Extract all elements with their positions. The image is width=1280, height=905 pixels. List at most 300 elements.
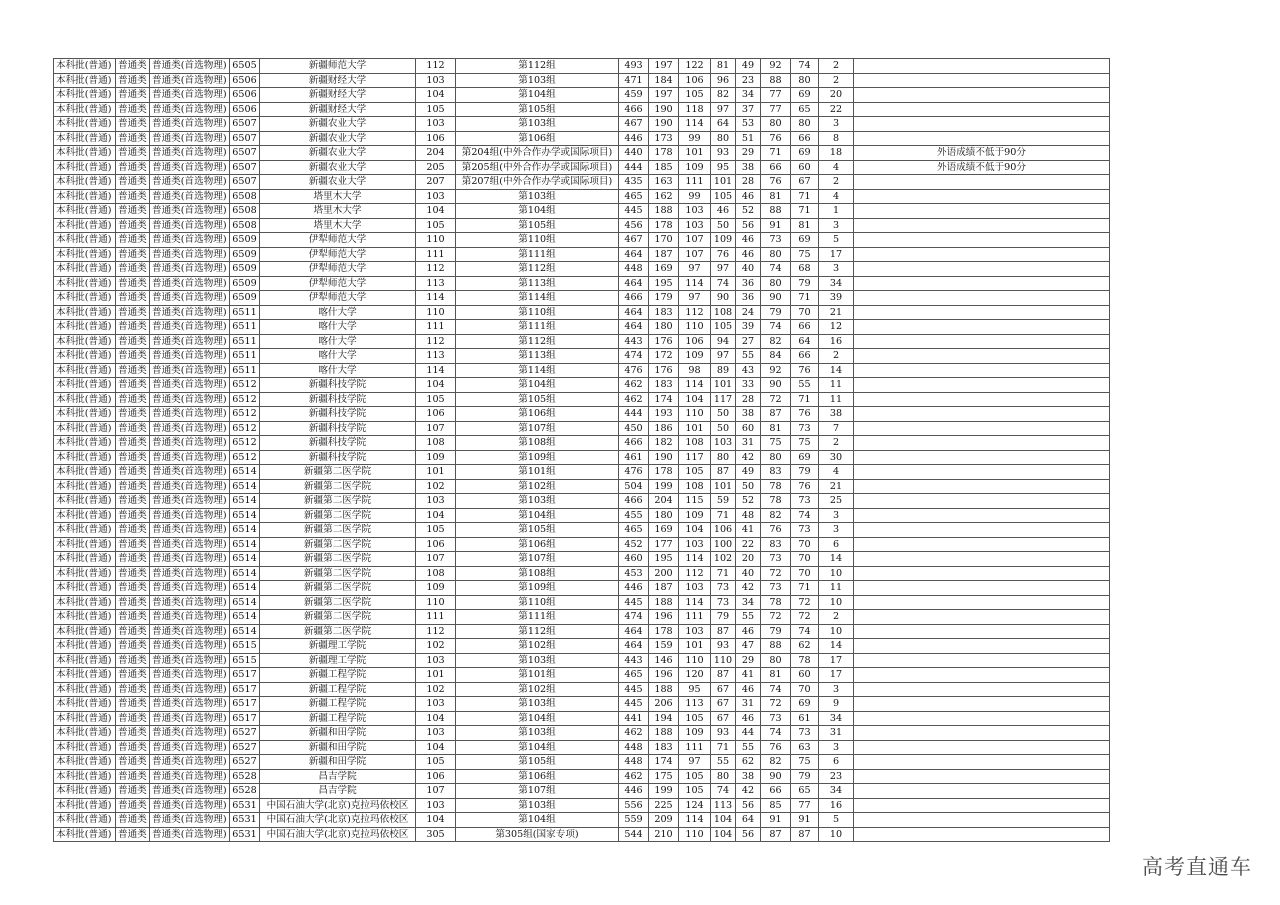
remark-cell	[854, 88, 1110, 103]
subject-4-cell: 78	[761, 479, 791, 494]
batch-cell: 本科批(普通)	[54, 798, 116, 813]
total-score-cell: 466	[619, 291, 649, 306]
batch-cell: 本科批(普通)	[54, 320, 116, 335]
subject-5-cell: 71	[791, 581, 819, 596]
remark-cell	[854, 117, 1110, 132]
subject-3-cell: 42	[736, 784, 761, 799]
subject-2-cell: 93	[711, 726, 736, 741]
remark-cell	[854, 247, 1110, 262]
group-code-cell: 102	[416, 639, 456, 654]
group-name-cell: 第207组(中外合作办学或国际项目)	[456, 175, 619, 190]
total-score-cell: 450	[619, 421, 649, 436]
batch-cell: 本科批(普通)	[54, 479, 116, 494]
group-name-cell: 第112组	[456, 624, 619, 639]
category-cell: 普通类	[116, 233, 150, 248]
remark-cell	[854, 59, 1110, 74]
batch-cell: 本科批(普通)	[54, 421, 116, 436]
subject-cell: 普通类(首选物理)	[150, 436, 230, 451]
subject-2-cell: 100	[711, 537, 736, 552]
subject-5-cell: 71	[791, 291, 819, 306]
table-row	[54, 465, 1110, 480]
count-cell: 34	[819, 276, 854, 291]
count-cell: 14	[819, 363, 854, 378]
school-name-cell: 新疆第二医学院	[260, 552, 416, 567]
school-name-cell: 新疆第二医学院	[260, 566, 416, 581]
table-row	[54, 378, 1110, 393]
group-code-cell: 114	[416, 363, 456, 378]
subject-4-cell: 80	[761, 450, 791, 465]
subject-4-cell: 82	[761, 334, 791, 349]
subject-5-cell: 79	[791, 465, 819, 480]
group-name-cell: 第106组	[456, 537, 619, 552]
chinese-math-cell: 178	[649, 146, 679, 161]
group-name-cell: 第103组	[456, 653, 619, 668]
remark-cell	[854, 378, 1110, 393]
school-code-cell: 6517	[230, 711, 260, 726]
total-score-cell: 464	[619, 320, 649, 335]
group-code-cell: 106	[416, 537, 456, 552]
table-row	[54, 334, 1110, 349]
count-cell: 14	[819, 552, 854, 567]
count-cell: 2	[819, 349, 854, 364]
subject-4-cell: 88	[761, 204, 791, 219]
subject-5-cell: 71	[791, 204, 819, 219]
group-name-cell: 第111组	[456, 247, 619, 262]
subject-cell: 普通类(首选物理)	[150, 523, 230, 538]
subject-3-cell: 42	[736, 450, 761, 465]
school-code-cell: 6531	[230, 798, 260, 813]
group-code-cell: 112	[416, 624, 456, 639]
subject-1-cell: 114	[679, 813, 711, 828]
subject-5-cell: 66	[791, 320, 819, 335]
table-row	[54, 276, 1110, 291]
subject-3-cell: 20	[736, 552, 761, 567]
subject-2-cell: 71	[711, 740, 736, 755]
subject-cell: 普通类(首选物理)	[150, 146, 230, 161]
group-code-cell: 109	[416, 450, 456, 465]
subject-2-cell: 93	[711, 146, 736, 161]
school-name-cell: 新疆工程学院	[260, 711, 416, 726]
subject-1-cell: 103	[679, 218, 711, 233]
subject-5-cell: 75	[791, 436, 819, 451]
subject-1-cell: 105	[679, 465, 711, 480]
subject-1-cell: 109	[679, 349, 711, 364]
subject-2-cell: 97	[711, 102, 736, 117]
total-score-cell: 440	[619, 146, 649, 161]
subject-2-cell: 96	[711, 73, 736, 88]
subject-1-cell: 112	[679, 566, 711, 581]
subject-2-cell: 79	[711, 610, 736, 625]
subject-5-cell: 61	[791, 711, 819, 726]
subject-1-cell: 105	[679, 769, 711, 784]
subject-3-cell: 46	[736, 682, 761, 697]
subject-2-cell: 46	[711, 204, 736, 219]
category-cell: 普通类	[116, 407, 150, 422]
subject-5-cell: 73	[791, 421, 819, 436]
subject-3-cell: 64	[736, 813, 761, 828]
table-row	[54, 102, 1110, 117]
table-row	[54, 407, 1110, 422]
group-code-cell: 109	[416, 581, 456, 596]
subject-2-cell: 50	[711, 407, 736, 422]
group-name-cell: 第114组	[456, 291, 619, 306]
group-name-cell: 第107组	[456, 421, 619, 436]
subject-2-cell: 101	[711, 175, 736, 190]
school-name-cell: 新疆科技学院	[260, 436, 416, 451]
subject-2-cell: 102	[711, 552, 736, 567]
remark-cell	[854, 450, 1110, 465]
count-cell: 39	[819, 291, 854, 306]
school-name-cell: 新疆第二医学院	[260, 523, 416, 538]
chinese-math-cell: 225	[649, 798, 679, 813]
subject-4-cell: 72	[761, 392, 791, 407]
school-code-cell: 6511	[230, 363, 260, 378]
group-code-cell: 111	[416, 610, 456, 625]
school-name-cell: 新疆第二医学院	[260, 624, 416, 639]
count-cell: 16	[819, 798, 854, 813]
category-cell: 普通类	[116, 595, 150, 610]
subject-2-cell: 74	[711, 276, 736, 291]
table-row	[54, 566, 1110, 581]
total-score-cell: 446	[619, 784, 649, 799]
school-name-cell: 新疆农业大学	[260, 160, 416, 175]
group-code-cell: 111	[416, 247, 456, 262]
total-score-cell: 559	[619, 813, 649, 828]
subject-cell: 普通类(首选物理)	[150, 218, 230, 233]
group-code-cell: 105	[416, 102, 456, 117]
subject-1-cell: 95	[679, 682, 711, 697]
count-cell: 6	[819, 537, 854, 552]
subject-1-cell: 103	[679, 581, 711, 596]
table-row	[54, 784, 1110, 799]
subject-cell: 普通类(首选物理)	[150, 305, 230, 320]
subject-5-cell: 70	[791, 537, 819, 552]
school-name-cell: 新疆科技学院	[260, 407, 416, 422]
subject-1-cell: 114	[679, 378, 711, 393]
subject-cell: 普通类(首选物理)	[150, 552, 230, 567]
subject-1-cell: 104	[679, 392, 711, 407]
category-cell: 普通类	[116, 552, 150, 567]
subject-5-cell: 71	[791, 392, 819, 407]
subject-4-cell: 92	[761, 363, 791, 378]
subject-5-cell: 77	[791, 798, 819, 813]
chinese-math-cell: 183	[649, 305, 679, 320]
school-code-cell: 6512	[230, 378, 260, 393]
table-row	[54, 88, 1110, 103]
subject-3-cell: 38	[736, 407, 761, 422]
count-cell: 3	[819, 117, 854, 132]
subject-3-cell: 36	[736, 276, 761, 291]
group-name-cell: 第105组	[456, 102, 619, 117]
subject-cell: 普通类(首选物理)	[150, 59, 230, 74]
chinese-math-cell: 180	[649, 508, 679, 523]
subject-4-cell: 77	[761, 88, 791, 103]
total-score-cell: 466	[619, 102, 649, 117]
subject-2-cell: 67	[711, 697, 736, 712]
chinese-math-cell: 182	[649, 436, 679, 451]
group-name-cell: 第110组	[456, 233, 619, 248]
remark-cell	[854, 653, 1110, 668]
school-name-cell: 新疆第二医学院	[260, 479, 416, 494]
school-code-cell: 6506	[230, 102, 260, 117]
remark-cell	[854, 262, 1110, 277]
subject-3-cell: 55	[736, 610, 761, 625]
count-cell: 5	[819, 233, 854, 248]
batch-cell: 本科批(普通)	[54, 581, 116, 596]
subject-4-cell: 71	[761, 146, 791, 161]
subject-3-cell: 53	[736, 117, 761, 132]
category-cell: 普通类	[116, 624, 150, 639]
subject-2-cell: 105	[711, 320, 736, 335]
count-cell: 11	[819, 392, 854, 407]
school-name-cell: 新疆第二医学院	[260, 508, 416, 523]
group-name-cell: 第108组	[456, 436, 619, 451]
school-name-cell: 新疆理工学院	[260, 639, 416, 654]
group-code-cell: 106	[416, 769, 456, 784]
category-cell: 普通类	[116, 450, 150, 465]
count-cell: 21	[819, 305, 854, 320]
subject-1-cell: 99	[679, 189, 711, 204]
school-name-cell: 塔里木大学	[260, 204, 416, 219]
subject-3-cell: 22	[736, 537, 761, 552]
subject-5-cell: 69	[791, 233, 819, 248]
group-code-cell: 105	[416, 755, 456, 770]
school-code-cell: 6506	[230, 88, 260, 103]
subject-5-cell: 69	[791, 146, 819, 161]
subject-3-cell: 28	[736, 175, 761, 190]
subject-3-cell: 46	[736, 711, 761, 726]
subject-3-cell: 56	[736, 827, 761, 842]
subject-4-cell: 72	[761, 610, 791, 625]
subject-4-cell: 82	[761, 508, 791, 523]
category-cell: 普通类	[116, 102, 150, 117]
total-score-cell: 448	[619, 740, 649, 755]
group-name-cell: 第104组	[456, 711, 619, 726]
subject-4-cell: 73	[761, 233, 791, 248]
subject-4-cell: 66	[761, 160, 791, 175]
group-code-cell: 106	[416, 407, 456, 422]
subject-cell: 普通类(首选物理)	[150, 755, 230, 770]
count-cell: 30	[819, 450, 854, 465]
subject-1-cell: 111	[679, 740, 711, 755]
table-row	[54, 146, 1110, 161]
subject-3-cell: 29	[736, 653, 761, 668]
remark-cell	[854, 508, 1110, 523]
count-cell: 11	[819, 581, 854, 596]
total-score-cell: 464	[619, 247, 649, 262]
subject-4-cell: 91	[761, 813, 791, 828]
category-cell: 普通类	[116, 88, 150, 103]
category-cell: 普通类	[116, 813, 150, 828]
subject-2-cell: 71	[711, 508, 736, 523]
school-name-cell: 昌吉学院	[260, 769, 416, 784]
table-row	[54, 697, 1110, 712]
count-cell: 25	[819, 494, 854, 509]
group-name-cell: 第105组	[456, 523, 619, 538]
subject-4-cell: 72	[761, 566, 791, 581]
subject-1-cell: 97	[679, 262, 711, 277]
batch-cell: 本科批(普通)	[54, 508, 116, 523]
batch-cell: 本科批(普通)	[54, 523, 116, 538]
chinese-math-cell: 169	[649, 262, 679, 277]
category-cell: 普通类	[116, 827, 150, 842]
category-cell: 普通类	[116, 392, 150, 407]
total-score-cell: 452	[619, 537, 649, 552]
school-name-cell: 伊犁师范大学	[260, 291, 416, 306]
table-row	[54, 726, 1110, 741]
chinese-math-cell: 194	[649, 711, 679, 726]
subject-3-cell: 56	[736, 798, 761, 813]
table-row	[54, 421, 1110, 436]
batch-cell: 本科批(普通)	[54, 233, 116, 248]
chinese-math-cell: 200	[649, 566, 679, 581]
subject-2-cell: 74	[711, 784, 736, 799]
group-name-cell: 第107组	[456, 552, 619, 567]
category-cell: 普通类	[116, 740, 150, 755]
chinese-math-cell: 172	[649, 349, 679, 364]
subject-5-cell: 74	[791, 508, 819, 523]
group-name-cell: 第104组	[456, 508, 619, 523]
school-code-cell: 6508	[230, 218, 260, 233]
count-cell: 38	[819, 407, 854, 422]
count-cell: 3	[819, 262, 854, 277]
subject-cell: 普通类(首选物理)	[150, 827, 230, 842]
table-row	[54, 740, 1110, 755]
subject-4-cell: 81	[761, 421, 791, 436]
group-name-cell: 第113组	[456, 276, 619, 291]
total-score-cell: 556	[619, 798, 649, 813]
subject-3-cell: 29	[736, 146, 761, 161]
group-code-cell: 104	[416, 740, 456, 755]
school-name-cell: 新疆工程学院	[260, 697, 416, 712]
remark-cell	[854, 175, 1110, 190]
subject-4-cell: 76	[761, 523, 791, 538]
subject-4-cell: 77	[761, 102, 791, 117]
group-name-cell: 第103组	[456, 494, 619, 509]
chinese-math-cell: 187	[649, 581, 679, 596]
batch-cell: 本科批(普通)	[54, 755, 116, 770]
subject-cell: 普通类(首选物理)	[150, 697, 230, 712]
subject-5-cell: 79	[791, 276, 819, 291]
subject-4-cell: 75	[761, 436, 791, 451]
school-code-cell: 6508	[230, 204, 260, 219]
category-cell: 普通类	[116, 262, 150, 277]
subject-4-cell: 87	[761, 827, 791, 842]
batch-cell: 本科批(普通)	[54, 102, 116, 117]
subject-4-cell: 92	[761, 59, 791, 74]
subject-4-cell: 80	[761, 247, 791, 262]
group-code-cell: 114	[416, 291, 456, 306]
group-code-cell: 104	[416, 88, 456, 103]
total-score-cell: 444	[619, 160, 649, 175]
school-name-cell: 伊犁师范大学	[260, 276, 416, 291]
subject-cell: 普通类(首选物理)	[150, 276, 230, 291]
count-cell: 10	[819, 566, 854, 581]
chinese-math-cell: 188	[649, 726, 679, 741]
subject-2-cell: 67	[711, 682, 736, 697]
chinese-math-cell: 197	[649, 59, 679, 74]
school-code-cell: 6514	[230, 610, 260, 625]
group-name-cell: 第101组	[456, 668, 619, 683]
subject-1-cell: 110	[679, 320, 711, 335]
group-code-cell: 103	[416, 189, 456, 204]
batch-cell: 本科批(普通)	[54, 73, 116, 88]
group-name-cell: 第110组	[456, 595, 619, 610]
school-name-cell: 新疆财经大学	[260, 88, 416, 103]
chinese-math-cell: 159	[649, 639, 679, 654]
total-score-cell: 459	[619, 88, 649, 103]
group-name-cell: 第113组	[456, 349, 619, 364]
school-name-cell: 新疆第二医学院	[260, 537, 416, 552]
remark-cell	[854, 73, 1110, 88]
subject-2-cell: 80	[711, 450, 736, 465]
subject-5-cell: 78	[791, 653, 819, 668]
category-cell: 普通类	[116, 697, 150, 712]
count-cell: 2	[819, 610, 854, 625]
subject-5-cell: 70	[791, 682, 819, 697]
batch-cell: 本科批(普通)	[54, 552, 116, 567]
subject-3-cell: 46	[736, 624, 761, 639]
subject-4-cell: 72	[761, 697, 791, 712]
batch-cell: 本科批(普通)	[54, 349, 116, 364]
school-code-cell: 6515	[230, 639, 260, 654]
batch-cell: 本科批(普通)	[54, 247, 116, 262]
subject-cell: 普通类(首选物理)	[150, 740, 230, 755]
table-row	[54, 204, 1110, 219]
school-name-cell: 中国石油大学(北京)克拉玛依校区	[260, 813, 416, 828]
subject-5-cell: 75	[791, 755, 819, 770]
batch-cell: 本科批(普通)	[54, 392, 116, 407]
count-cell: 20	[819, 88, 854, 103]
table-row	[54, 755, 1110, 770]
table-row	[54, 262, 1110, 277]
subject-3-cell: 40	[736, 566, 761, 581]
table-row	[54, 653, 1110, 668]
count-cell: 2	[819, 436, 854, 451]
school-name-cell: 新疆财经大学	[260, 102, 416, 117]
total-score-cell: 443	[619, 653, 649, 668]
school-code-cell: 6512	[230, 436, 260, 451]
category-cell: 普通类	[116, 755, 150, 770]
subject-5-cell: 81	[791, 218, 819, 233]
total-score-cell: 474	[619, 349, 649, 364]
subject-4-cell: 90	[761, 378, 791, 393]
table-row	[54, 813, 1110, 828]
group-code-cell: 101	[416, 465, 456, 480]
group-code-cell: 104	[416, 204, 456, 219]
subject-1-cell: 122	[679, 59, 711, 74]
category-cell: 普通类	[116, 769, 150, 784]
subject-3-cell: 44	[736, 726, 761, 741]
batch-cell: 本科批(普通)	[54, 131, 116, 146]
school-code-cell: 6508	[230, 189, 260, 204]
count-cell: 18	[819, 146, 854, 161]
subject-2-cell: 103	[711, 436, 736, 451]
table-row	[54, 595, 1110, 610]
batch-cell: 本科批(普通)	[54, 218, 116, 233]
subject-cell: 普通类(首选物理)	[150, 537, 230, 552]
subject-4-cell: 78	[761, 595, 791, 610]
subject-1-cell: 114	[679, 117, 711, 132]
subject-cell: 普通类(首选物理)	[150, 233, 230, 248]
subject-cell: 普通类(首选物理)	[150, 639, 230, 654]
table-row	[54, 73, 1110, 88]
batch-cell: 本科批(普通)	[54, 189, 116, 204]
subject-4-cell: 88	[761, 73, 791, 88]
total-score-cell: 544	[619, 827, 649, 842]
subject-2-cell: 59	[711, 494, 736, 509]
subject-2-cell: 117	[711, 392, 736, 407]
